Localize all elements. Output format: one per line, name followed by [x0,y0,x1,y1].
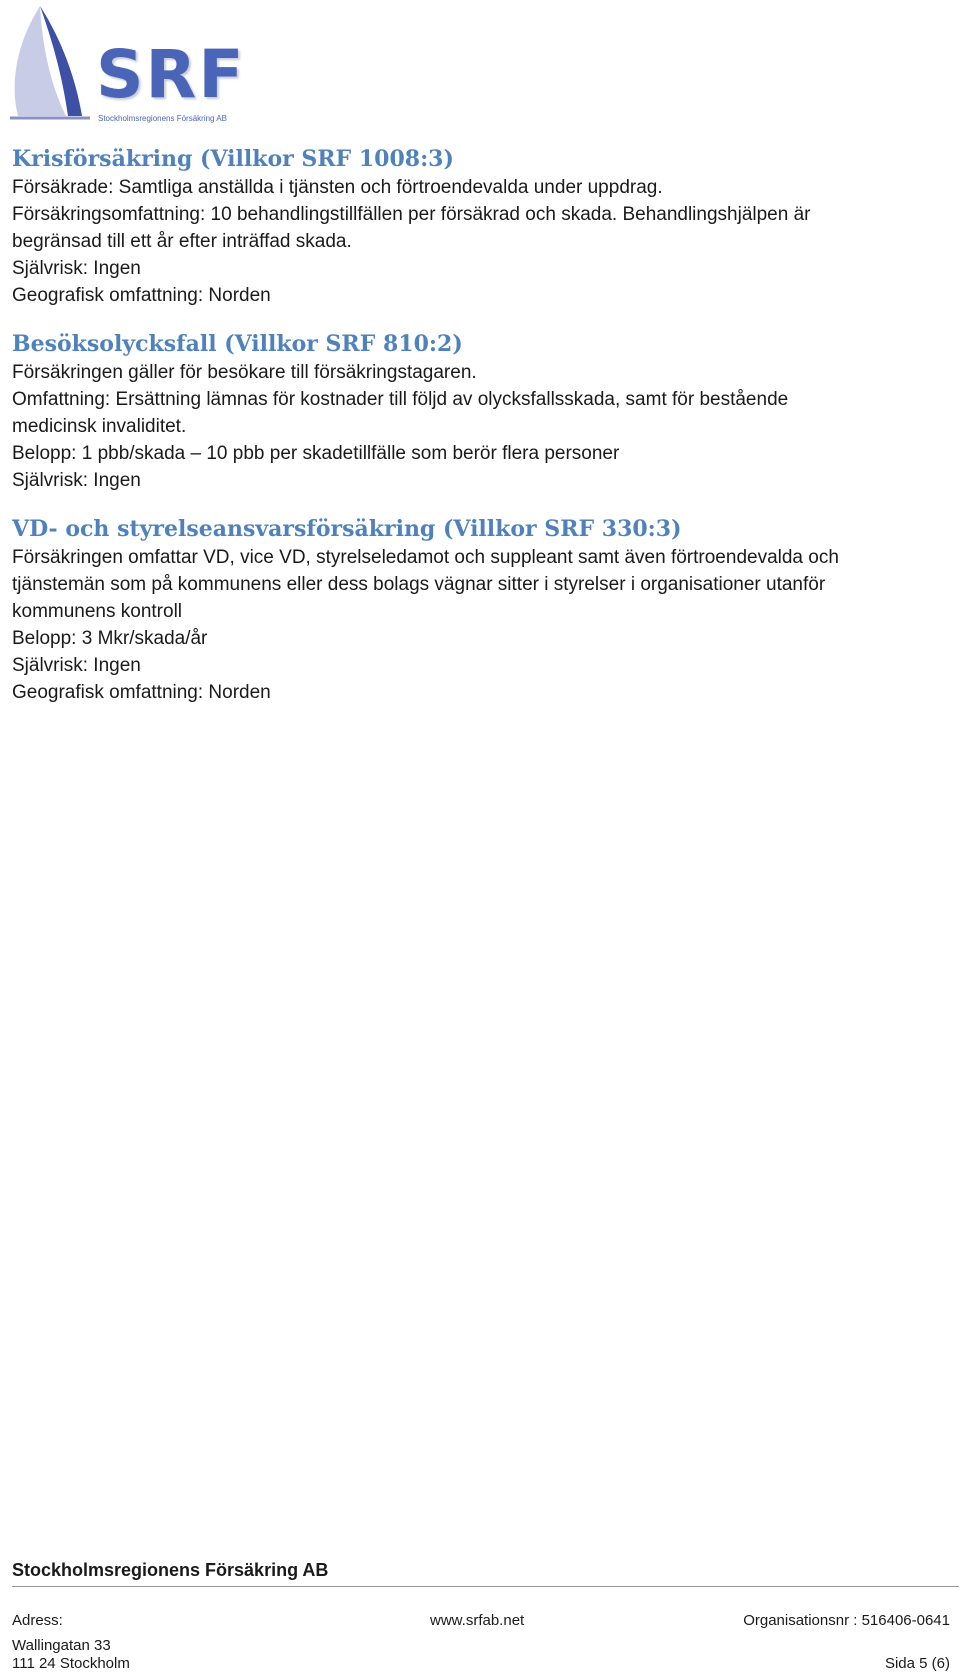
footer-page-number: Sida 5 (6) [884,1655,950,1672]
sail-icon [6,4,96,124]
section-line: tjänstemän som på kommunens eller dess bolags vägnar sitter i styrelser i organisationer utanför [12,574,826,595]
section-line: medicinsk invaliditet. [12,416,187,437]
logo-subtitle: Stockholmsregionens Försäkring AB [98,114,227,123]
footer-org-number: Organisationsnr : 516406-0641 [743,1612,950,1629]
section-line: Försäkrade: Samtliga anställda i tjänsten och förtroendevalda under uppdrag. [12,177,663,198]
section-line: Självrisk: Ingen [12,655,141,676]
section-line: begränsad till ett år efter inträffad skada. [12,231,352,252]
section-line: Geografisk omfattning: Norden [12,285,271,306]
section-line: Försäkringen omfattar VD, vice VD, styrelseledamot och suppleant samt även förtroendevalda och [12,547,839,568]
section-title: Krisförsäkring (Villkor SRF 1008:3) [12,146,454,172]
section-line: Geografisk omfattning: Norden [12,682,271,703]
section-line: Självrisk: Ingen [12,258,141,279]
section-line: Försäkringsomfattning: 10 behandlingstillfällen per försäkrad och skada. Behandlingshjälpen är [12,204,811,225]
footer-website-link[interactable]: www.srfab.net [430,1612,525,1629]
section-line: Försäkringen gäller för besökare till försäkringstagaren. [12,362,477,383]
logo-wordmark: SRF [96,36,246,113]
section-vd-styrelseansvar [12,514,942,706]
section-besoksolycksfall [12,329,942,494]
document-body [12,144,942,726]
section-line: kommunens kontroll [12,601,183,622]
section-line: Belopp: 1 pbb/skada – 10 pbb per skadetillfälle som berör flera personer [12,443,620,464]
section-krisforsakring [12,144,942,309]
section-line: Självrisk: Ingen [12,470,141,491]
section-title: Besöksolycksfall (Villkor SRF 810:2) [12,331,463,357]
footer-address-label: Adress: [12,1612,63,1629]
footer-company-name: Stockholmsregionens Försäkring AB [12,1560,329,1580]
srf-logo [6,4,266,124]
section-line: Belopp: 3 Mkr/skada/år [12,628,208,649]
footer-divider [12,1586,959,1587]
section-line: Omfattning: Ersättning lämnas för kostnader till följd av olycksfallsskada, samt för bestående [12,389,789,410]
section-title: VD- och styrelseansvarsförsäkring (Villkor SRF 330:3) [12,516,682,542]
footer-city: 111 24 Stockholm [12,1655,130,1672]
footer-street: Wallingatan 33 [12,1637,111,1654]
